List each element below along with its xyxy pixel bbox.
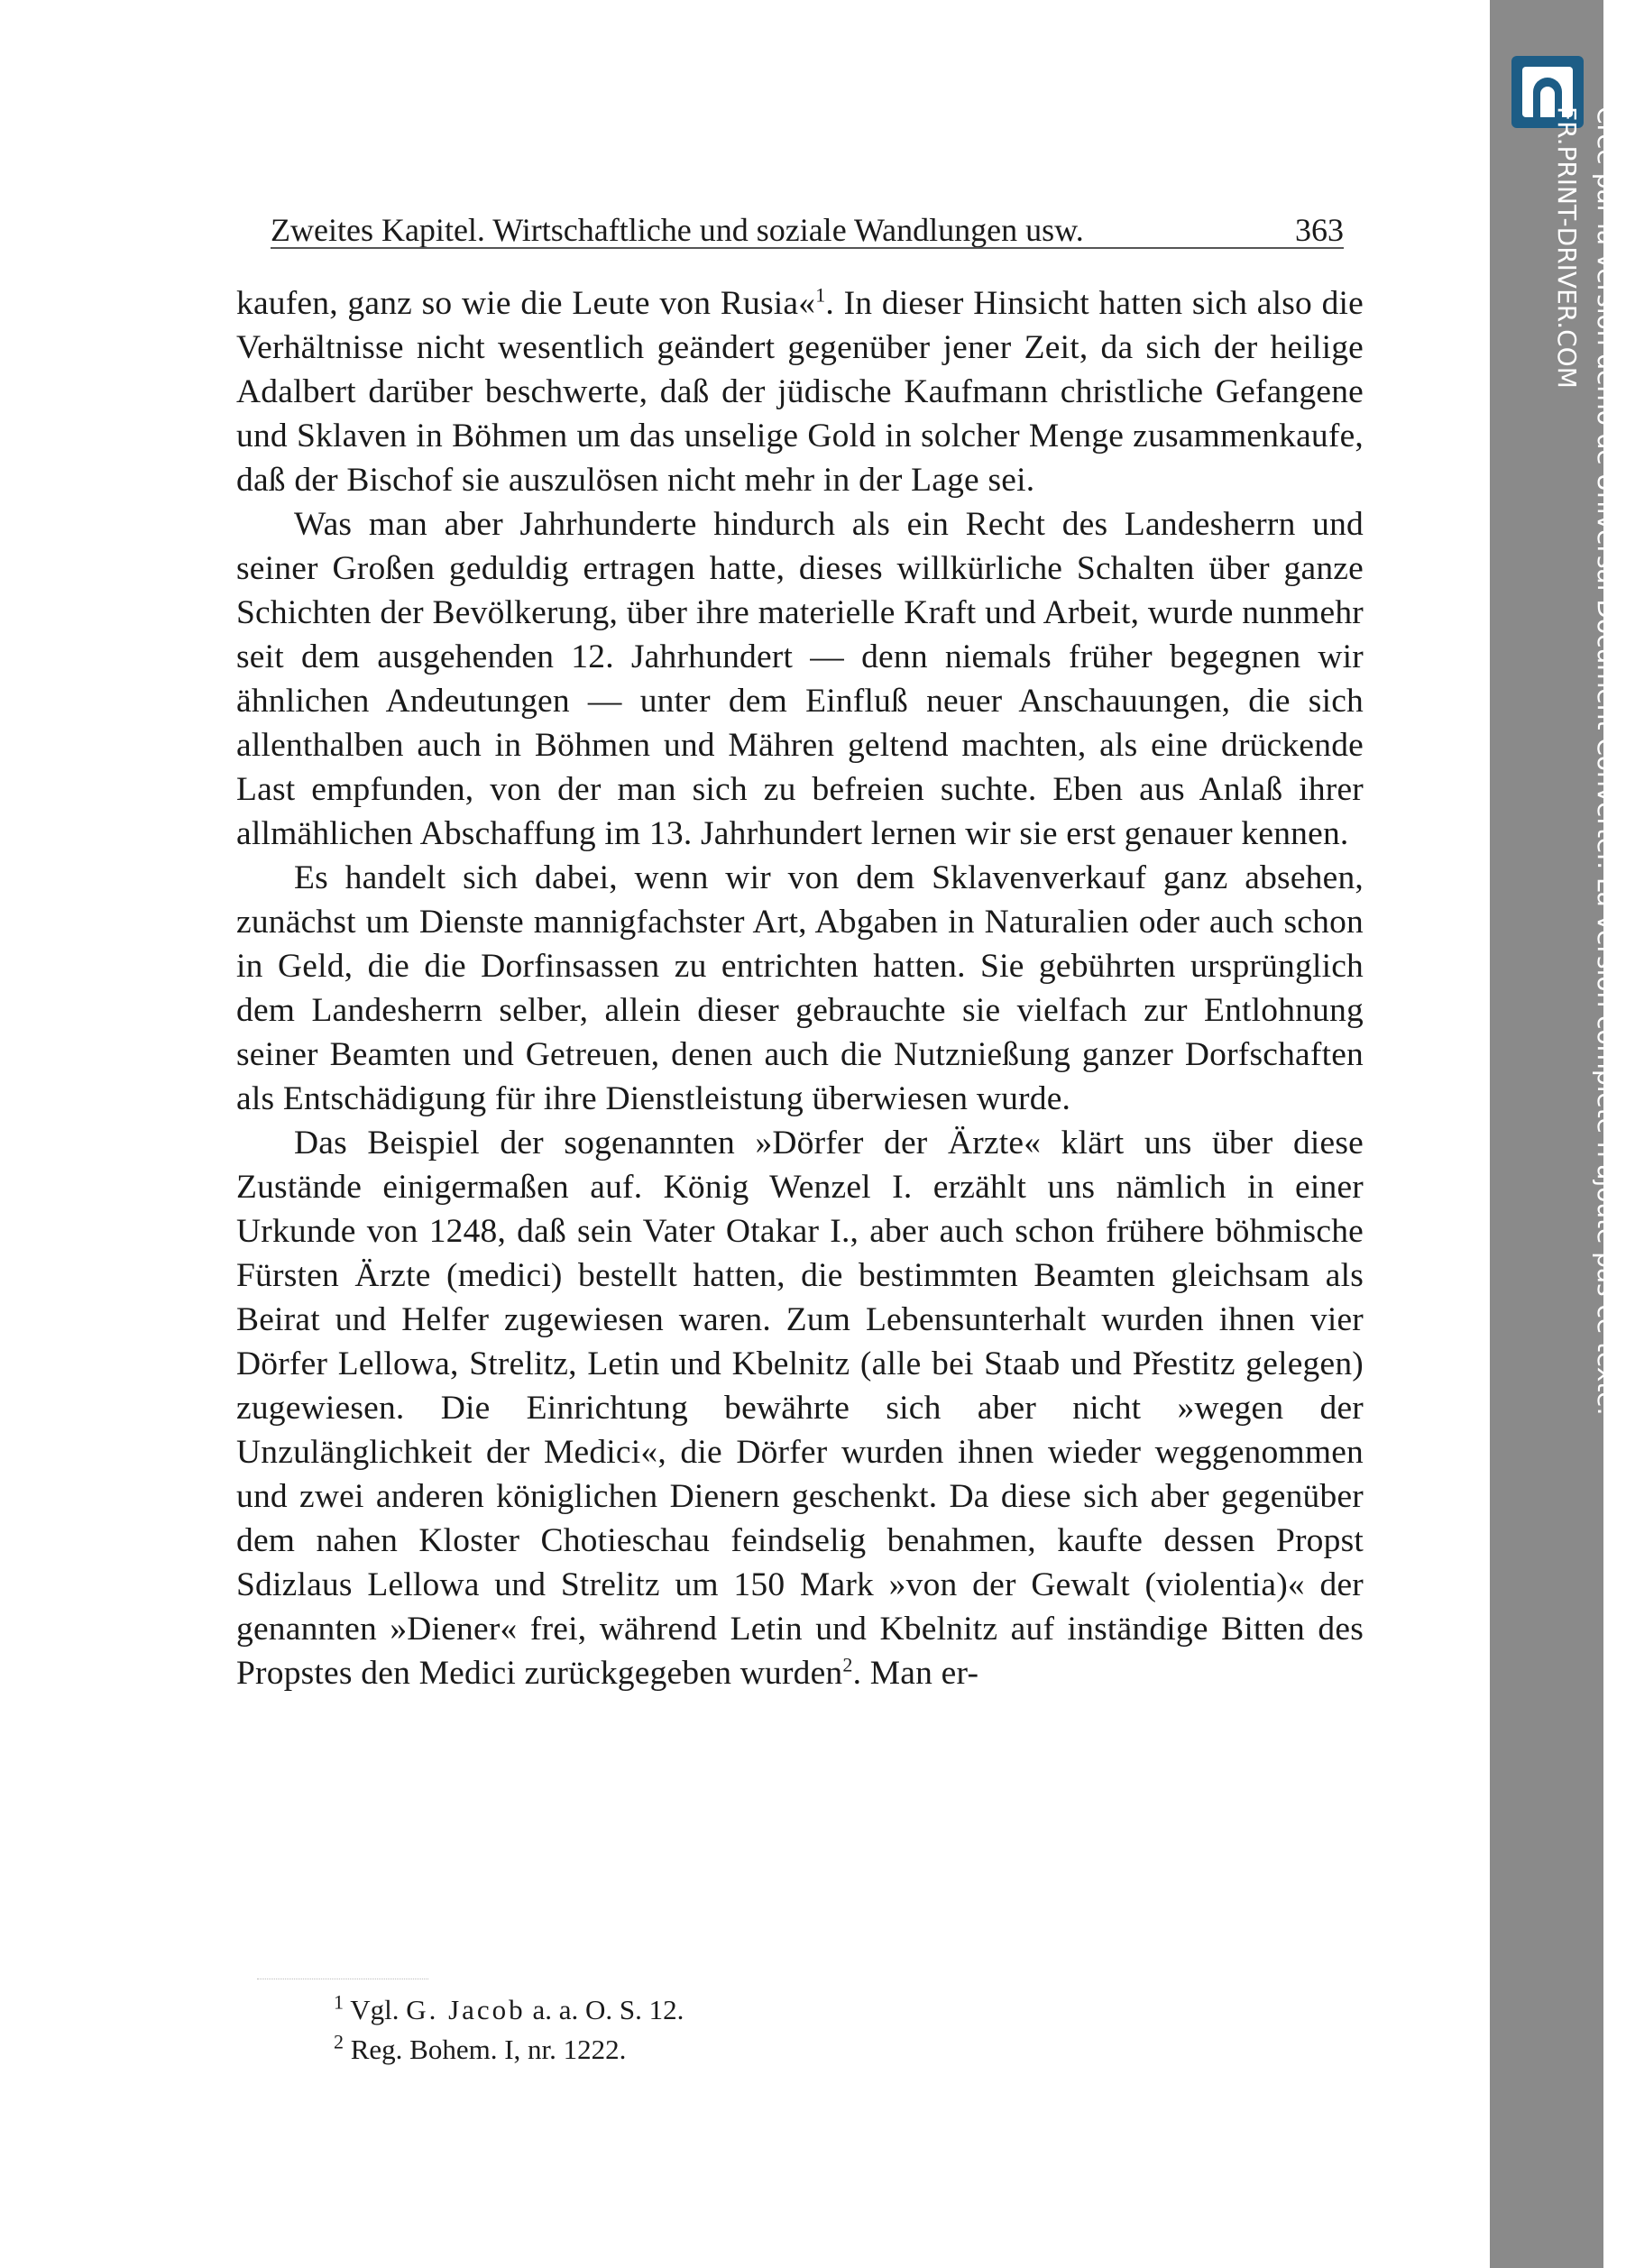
footnotes [334, 1990, 1145, 2070]
paragraph-3: Es handelt sich dabei, wenn wir von dem Sklavenverkauf ganz absehen, zunächst um Dienste mannigfachster Art, Abgaben in Naturalien oder auch schon in Geld, die die Dorfinsassen zu entrichten hatten. Sie gebührten ursprünglich dem Landesherrn selber, allein dieser gebrauchte sie vielfach zur Entlohnung seiner Beamten und Getreuen, denen auch die Nutznießung ganzer Dorfschaften als Entschädigung für ihre Dienstleistung überwiesen wurde. [236, 859, 1364, 1117]
footnote-author: G. Jacob [406, 1994, 526, 2025]
footnote-mark: 1 [334, 1990, 344, 2014]
paragraph-2: Was man aber Jahrhunderte hindurch als ein Recht des Landesherrn und seiner Großen geduldig ertragen hatte, dieses willkürliche Schalten über ganze Schichten der Bevölkerung, über ihre materielle Kraft und Arbeit, wurde nunmehr seit dem ausgehenden 12. Jahrhundert — denn niemals früher begegnen wir ähnlichen Andeutungen — unter dem Einfluß neuer Anschauungen, die sich allenthalben auch in Böhmen und Mähren geltend machten, als eine drückende Last empfunden, von der man sich zu befreien suchte. Eben aus Anlaß ihrer allmählichen Abschaffung im 13. Jahrhundert lernen wir sie erst genauer kennen. [236, 506, 1364, 852]
page-number: 363 [1295, 212, 1344, 248]
page-header [271, 198, 1344, 249]
header-rule [271, 247, 1344, 249]
footnote-1: $^1$ Vgl. G. Jacob a. a. O. S. 12. [334, 1990, 684, 2025]
footnote-mark: 2 [334, 2030, 344, 2053]
running-title: Zweites Kapitel. Wirtschaftliche und soziale Wandlungen usw. [271, 212, 1084, 248]
body-text [236, 281, 1364, 1695]
watermark-line-1: Créé par la version démo de Universal Document Converter. La version complète n'ajoute pas ce texte. [1592, 106, 1621, 1416]
watermark-line-2: FR.PRINT-DRIVER.COM [1552, 106, 1582, 389]
footnote-ref-2: 2 [842, 1653, 853, 1676]
paragraph-1: kaufen, ganz so wie die Leute von Rusia«$^1$. In dieser Hinsicht hatten sich also die Verhältnisse nicht wesentlich geändert gegenüber jener Zeit, da sich der heilige Adalbert darüber beschwerte, daß der jüdische Kaufmann christliche Gefangene und Sklaven in Böhmen um das unselige Gold in solcher Menge zusammenkaufe, daß der Bischof sie auszulösen nicht mehr in der Lage sei. [236, 283, 1364, 499]
paragraph-4: Das Beispiel der sogenannten »Dörfer der Ärzte« klärt uns über diese Zustände einigermaßen auf. König Wenzel I. erzählt uns nämlich in einer Urkunde von 1248, daß sein Vater Otakar I., aber auch schon frühere böhmische Fürsten Ärzte (medici) bestellt hatten, die bestimmten Beamten gleichsam als Beirat und Helfer zugewiesen waren. Zum Lebensunterhalt wurden ihnen vier Dörfer Lellowa, Strelitz, Letin und Kbelnitz (alle bei Staab und Přestitz gelegen) zugewiesen. Die Einrichtung bewährte sich aber nicht »wegen der Unzulänglichkeit der Medici«, die Dörfer wurden ihnen wieder weggenommen und zwei anderen königlichen Dienern geschenkt. Da diese sich aber gegenüber dem nahen Kloster Chotieschau feindselig benahmen, kaufte dessen Propst Sdizlaus Lellowa und Strelitz um 150 Mark »von der Gewalt (violentia)« der genannten »Diener« frei, während Letin und Kbelnitz auf inständige Bitten des Propstes den Medici zurückgegeben wurden$^2$. Man er- [236, 1125, 1364, 1692]
footnote-2: $^2$ Reg. Bohem. I, nr. 1222. [334, 2030, 627, 2065]
watermark-text [1547, 106, 1626, 1416]
footnote-ref-1: 1 [815, 283, 826, 307]
